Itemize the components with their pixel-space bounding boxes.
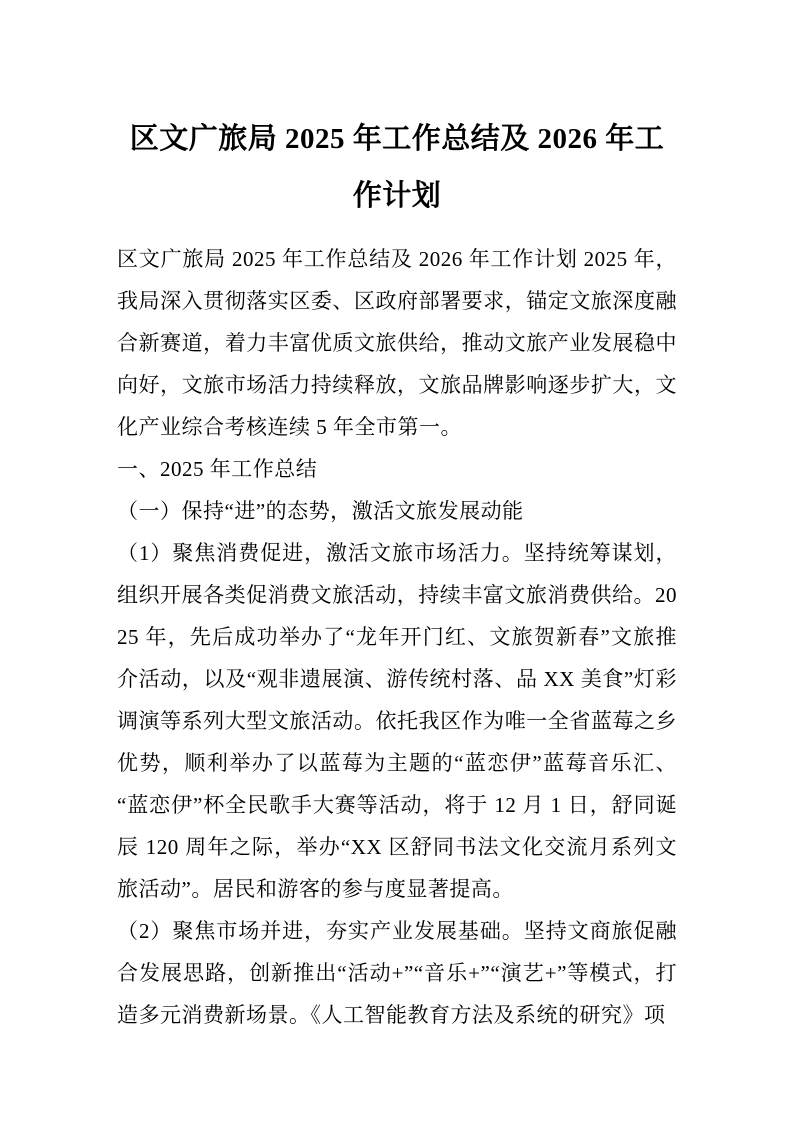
body-paragraph-market: （2）聚焦市场并进，夯实产业发展基础。坚持文商旅促融合发展思路，创新推出“活动+”“音乐+”“演艺+”等模式，打造多元消费新场景。《人工智能教育方法及系统的研究》项 bbox=[117, 919, 677, 1027]
body-paragraph-intro: 区文广旅局 2025 年工作总结及 2026 年工作计划 2025 年，我局深入贯彻落实区委、区政府部署要求，锚定文旅深度融合新赛道，着力丰富优质文旅供给，推动文旅产业发展稳中向好，文旅市场活力持续释放，文旅品牌影响逐步扩大，文化产业综合考核连续 5 年全市第一。 bbox=[117, 247, 677, 439]
document-body bbox=[117, 238, 677, 1036]
section-heading-2025-summary: 一、2025 年工作总结 bbox=[117, 457, 318, 481]
body-paragraph-consumption: （1）聚焦消费促进，激活文旅市场活力。坚持统筹谋划，组织开展各类促消费文旅活动，持续丰富文旅消费供给。2025 年，先后成功举办了“龙年开门红、文旅贺新春”文旅推介活动，以及“观非遗展演、游传统村落、品 XX 美食”灯彩调演等系列大型文旅活动。依托我区作为唯一全省蓝莓之乡优势，顺利举办了以蓝莓为主题的“蓝恋伊”蓝莓音乐汇、“蓝恋伊”杯全民歌手大赛等活动，将于 12 月 1 日，舒同诞辰 120 周年之际，举办“XX 区舒同书法文化交流月系列文旅活动”。居民和游客的参与度显著提高。 bbox=[117, 541, 677, 901]
document-title: 区文广旅局 2025 年工作总结及 2026 年工作计划 bbox=[129, 123, 665, 212]
subsection-heading-momentum: （一）保持“进”的态势，激活文旅发展动能 bbox=[117, 499, 524, 523]
